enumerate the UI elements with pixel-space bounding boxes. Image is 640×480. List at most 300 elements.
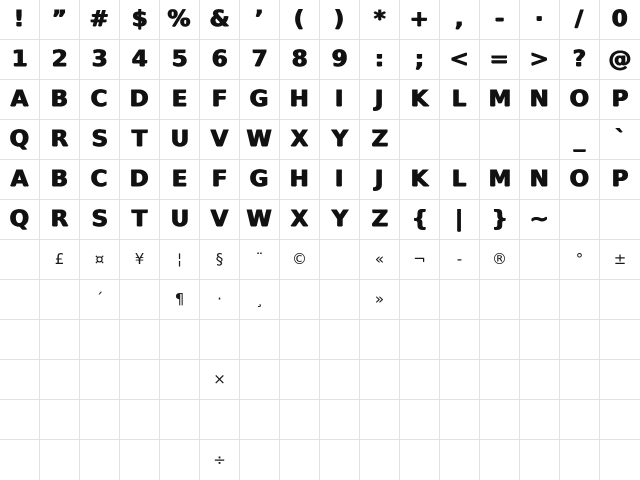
glyph-cell[interactable] bbox=[320, 120, 360, 160]
glyph: - bbox=[456, 250, 463, 268]
glyph: E bbox=[171, 86, 188, 112]
glyph-cell[interactable] bbox=[560, 160, 600, 200]
glyph-cell[interactable] bbox=[240, 0, 280, 40]
glyph-cell[interactable] bbox=[160, 160, 200, 200]
glyph-cell[interactable] bbox=[80, 80, 120, 120]
glyph-cell[interactable] bbox=[560, 240, 600, 280]
glyph: R bbox=[50, 206, 69, 232]
glyph-cell[interactable] bbox=[560, 200, 600, 240]
glyph-cell[interactable] bbox=[320, 400, 360, 440]
glyph-cell[interactable] bbox=[0, 200, 40, 240]
glyph-cell[interactable] bbox=[240, 320, 280, 360]
glyph-cell[interactable] bbox=[400, 240, 440, 280]
glyph-cell[interactable] bbox=[360, 360, 400, 400]
glyph-cell[interactable] bbox=[120, 80, 160, 120]
glyph-cell[interactable] bbox=[440, 320, 480, 360]
glyph-cell[interactable] bbox=[160, 200, 200, 240]
glyph-cell[interactable] bbox=[280, 240, 320, 280]
glyph: S bbox=[91, 126, 108, 152]
glyph: © bbox=[292, 250, 307, 268]
glyph-cell[interactable] bbox=[0, 240, 40, 280]
glyph: 3 bbox=[91, 46, 108, 72]
glyph: + bbox=[409, 6, 430, 32]
glyph-cell[interactable] bbox=[240, 40, 280, 80]
glyph-cell[interactable] bbox=[160, 400, 200, 440]
glyph-cell[interactable] bbox=[520, 280, 560, 320]
glyph-cell[interactable] bbox=[0, 40, 40, 80]
glyph-cell[interactable] bbox=[280, 120, 320, 160]
glyph: J bbox=[375, 86, 384, 112]
glyph-cell[interactable] bbox=[560, 120, 600, 160]
glyph-cell[interactable] bbox=[520, 400, 560, 440]
glyph: « bbox=[374, 250, 385, 268]
glyph: ¦ bbox=[176, 250, 183, 268]
glyph: F bbox=[211, 166, 228, 192]
glyph-cell[interactable] bbox=[440, 80, 480, 120]
glyph-cell[interactable] bbox=[520, 80, 560, 120]
glyph-cell[interactable] bbox=[360, 440, 400, 480]
glyph-cell[interactable] bbox=[440, 200, 480, 240]
glyph: ~ bbox=[529, 206, 550, 232]
glyph-cell[interactable] bbox=[520, 0, 560, 40]
glyph: H bbox=[289, 166, 310, 192]
glyph-cell[interactable] bbox=[0, 80, 40, 120]
glyph-cell[interactable] bbox=[240, 200, 280, 240]
glyph-cell[interactable] bbox=[480, 240, 520, 280]
glyph: ; bbox=[414, 46, 425, 72]
glyph-cell[interactable] bbox=[200, 280, 240, 320]
glyph-cell[interactable] bbox=[520, 200, 560, 240]
glyph: | bbox=[455, 206, 464, 232]
glyph: ¨ bbox=[255, 250, 264, 268]
glyph-cell[interactable] bbox=[560, 280, 600, 320]
glyph-cell[interactable] bbox=[600, 80, 640, 120]
glyph-cell[interactable] bbox=[480, 320, 520, 360]
glyph: C bbox=[91, 166, 108, 192]
glyph-cell[interactable] bbox=[280, 160, 320, 200]
glyph-cell[interactable] bbox=[160, 0, 200, 40]
glyph: V bbox=[210, 126, 229, 152]
glyph-cell[interactable] bbox=[80, 240, 120, 280]
glyph: D bbox=[129, 86, 149, 112]
glyph: F bbox=[211, 86, 228, 112]
glyph-cell[interactable] bbox=[400, 120, 440, 160]
glyph-cell[interactable] bbox=[400, 80, 440, 120]
glyph-cell[interactable] bbox=[160, 320, 200, 360]
glyph-cell[interactable] bbox=[600, 0, 640, 40]
glyph-cell[interactable] bbox=[560, 400, 600, 440]
glyph-cell[interactable] bbox=[0, 280, 40, 320]
glyph: ’ bbox=[255, 6, 264, 32]
glyph-cell[interactable] bbox=[600, 280, 640, 320]
glyph: # bbox=[89, 6, 110, 32]
glyph-cell[interactable] bbox=[40, 200, 80, 240]
glyph-cell[interactable] bbox=[40, 240, 80, 280]
glyph-cell[interactable] bbox=[200, 240, 240, 280]
glyph-cell[interactable] bbox=[160, 240, 200, 280]
glyph-cell[interactable] bbox=[200, 320, 240, 360]
glyph-cell[interactable] bbox=[80, 160, 120, 200]
glyph: ? bbox=[572, 46, 587, 72]
glyph-cell[interactable] bbox=[0, 400, 40, 440]
glyph-cell[interactable] bbox=[120, 440, 160, 480]
glyph: X bbox=[290, 126, 309, 152]
glyph: § bbox=[215, 250, 224, 268]
glyph: A bbox=[10, 166, 29, 192]
glyph-cell[interactable] bbox=[480, 80, 520, 120]
glyph-cell[interactable] bbox=[600, 40, 640, 80]
glyph-cell[interactable] bbox=[280, 400, 320, 440]
glyph-cell[interactable] bbox=[480, 160, 520, 200]
glyph-cell[interactable] bbox=[440, 160, 480, 200]
glyph: W bbox=[246, 126, 273, 152]
glyph-cell[interactable] bbox=[240, 360, 280, 400]
glyph-cell[interactable] bbox=[320, 360, 360, 400]
glyph-cell[interactable] bbox=[120, 240, 160, 280]
glyph-cell[interactable] bbox=[560, 40, 600, 80]
glyph-cell[interactable] bbox=[600, 240, 640, 280]
glyph: K bbox=[410, 166, 429, 192]
glyph: S bbox=[91, 206, 108, 232]
glyph: $ bbox=[131, 6, 148, 32]
glyph: A bbox=[10, 86, 29, 112]
glyph-cell[interactable] bbox=[440, 0, 480, 40]
glyph-cell[interactable] bbox=[560, 440, 600, 480]
glyph-cell[interactable] bbox=[280, 200, 320, 240]
glyph-cell[interactable] bbox=[0, 120, 40, 160]
glyph-cell[interactable] bbox=[480, 0, 520, 40]
glyph-cell[interactable] bbox=[480, 280, 520, 320]
glyph-cell[interactable] bbox=[400, 280, 440, 320]
glyph: ¶ bbox=[174, 290, 185, 308]
glyph: £ bbox=[54, 250, 65, 268]
glyph: W bbox=[246, 206, 273, 232]
glyph: P bbox=[611, 86, 629, 112]
glyph-cell[interactable] bbox=[0, 0, 40, 40]
glyph: K bbox=[410, 86, 429, 112]
glyph-cell[interactable] bbox=[480, 360, 520, 400]
glyph-cell[interactable] bbox=[0, 360, 40, 400]
glyph-cell[interactable] bbox=[200, 160, 240, 200]
glyph-cell[interactable] bbox=[240, 400, 280, 440]
glyph-cell[interactable] bbox=[400, 200, 440, 240]
glyph-cell[interactable] bbox=[520, 120, 560, 160]
glyph-cell[interactable] bbox=[280, 360, 320, 400]
glyph: 6 bbox=[211, 46, 228, 72]
glyph: T bbox=[131, 126, 148, 152]
glyph-cell[interactable] bbox=[400, 360, 440, 400]
glyph-cell[interactable] bbox=[120, 360, 160, 400]
glyph: ° bbox=[575, 250, 584, 268]
glyph: % bbox=[168, 6, 191, 32]
glyph-cell[interactable] bbox=[360, 0, 400, 40]
glyph: D bbox=[129, 166, 149, 192]
glyph-cell[interactable] bbox=[480, 120, 520, 160]
glyph-cell[interactable] bbox=[80, 440, 120, 480]
glyph: 4 bbox=[131, 46, 148, 72]
glyph-cell[interactable] bbox=[80, 200, 120, 240]
glyph-cell[interactable] bbox=[480, 200, 520, 240]
glyph-cell[interactable] bbox=[280, 80, 320, 120]
glyph-cell[interactable] bbox=[240, 440, 280, 480]
glyph-cell[interactable] bbox=[360, 400, 400, 440]
glyph-cell[interactable] bbox=[80, 400, 120, 440]
glyph: G bbox=[250, 166, 269, 192]
glyph-cell[interactable] bbox=[400, 0, 440, 40]
glyph: ) bbox=[334, 6, 345, 32]
glyph-cell[interactable] bbox=[600, 320, 640, 360]
glyph: 1 bbox=[11, 46, 28, 72]
glyph-cell[interactable] bbox=[360, 160, 400, 200]
glyph-cell[interactable] bbox=[0, 440, 40, 480]
glyph-cell[interactable] bbox=[480, 40, 520, 80]
glyph: ” bbox=[51, 6, 68, 32]
glyph: I bbox=[335, 86, 344, 112]
glyph-cell[interactable] bbox=[400, 160, 440, 200]
glyph-cell[interactable] bbox=[160, 360, 200, 400]
glyph-cell[interactable] bbox=[240, 160, 280, 200]
glyph-cell[interactable] bbox=[40, 120, 80, 160]
glyph: O bbox=[569, 86, 590, 112]
glyph: E bbox=[171, 166, 188, 192]
glyph-cell[interactable] bbox=[40, 160, 80, 200]
glyph-cell[interactable] bbox=[440, 120, 480, 160]
glyph: U bbox=[170, 126, 189, 152]
glyph-cell[interactable] bbox=[560, 80, 600, 120]
glyph: ¬ bbox=[413, 250, 426, 268]
glyph-cell[interactable] bbox=[320, 440, 360, 480]
glyph-cell[interactable] bbox=[200, 400, 240, 440]
glyph: * bbox=[373, 6, 386, 32]
glyph: I bbox=[335, 166, 344, 192]
glyph: Q bbox=[9, 126, 30, 152]
glyph: } bbox=[491, 206, 508, 232]
glyph: - bbox=[494, 6, 505, 32]
glyph-cell[interactable] bbox=[40, 280, 80, 320]
glyph-cell[interactable] bbox=[360, 120, 400, 160]
glyph: H bbox=[289, 86, 310, 112]
glyph-cell[interactable] bbox=[440, 280, 480, 320]
glyph: N bbox=[529, 166, 550, 192]
glyph: / bbox=[575, 6, 584, 32]
glyph-cell[interactable] bbox=[80, 280, 120, 320]
glyph-cell[interactable] bbox=[240, 120, 280, 160]
glyph-cell[interactable] bbox=[120, 40, 160, 80]
glyph-cell[interactable] bbox=[320, 320, 360, 360]
glyph: ¸ bbox=[255, 290, 264, 308]
glyph-cell[interactable] bbox=[440, 40, 480, 80]
glyph: J bbox=[375, 166, 384, 192]
glyph-cell[interactable] bbox=[400, 40, 440, 80]
glyph-cell[interactable] bbox=[440, 360, 480, 400]
glyph-cell[interactable] bbox=[520, 320, 560, 360]
glyph: @ bbox=[608, 46, 632, 72]
glyph: V bbox=[210, 206, 229, 232]
glyph-cell[interactable] bbox=[440, 240, 480, 280]
glyph-cell[interactable] bbox=[120, 280, 160, 320]
glyph-cell[interactable] bbox=[280, 0, 320, 40]
glyph: C bbox=[91, 86, 108, 112]
glyph-cell[interactable] bbox=[120, 320, 160, 360]
glyph-cell[interactable] bbox=[320, 240, 360, 280]
glyph-cell[interactable] bbox=[200, 360, 240, 400]
glyph-cell[interactable] bbox=[200, 200, 240, 240]
glyph-cell[interactable] bbox=[80, 360, 120, 400]
glyph-cell[interactable] bbox=[40, 400, 80, 440]
glyph-cell[interactable] bbox=[80, 0, 120, 40]
glyph: 7 bbox=[251, 46, 268, 72]
glyph: M bbox=[488, 86, 511, 112]
glyph-cell[interactable] bbox=[400, 440, 440, 480]
glyph-cell[interactable] bbox=[600, 360, 640, 400]
glyph: » bbox=[374, 290, 385, 308]
glyph-cell[interactable] bbox=[360, 40, 400, 80]
glyph-cell[interactable] bbox=[520, 160, 560, 200]
glyph: G bbox=[250, 86, 269, 112]
glyph: 9 bbox=[331, 46, 348, 72]
glyph-cell[interactable] bbox=[600, 200, 640, 240]
glyph: ± bbox=[613, 250, 627, 268]
glyph: × bbox=[213, 370, 226, 388]
glyph-cell[interactable] bbox=[80, 120, 120, 160]
glyph: ® bbox=[492, 250, 507, 268]
glyph-cell[interactable] bbox=[560, 320, 600, 360]
glyph-cell[interactable] bbox=[0, 160, 40, 200]
glyph: · bbox=[535, 6, 544, 32]
glyph-cell[interactable] bbox=[480, 400, 520, 440]
glyph: = bbox=[489, 46, 510, 72]
glyph-cell[interactable] bbox=[40, 360, 80, 400]
glyph: ¥ bbox=[134, 250, 145, 268]
glyph-cell[interactable] bbox=[280, 440, 320, 480]
glyph-cell[interactable] bbox=[120, 160, 160, 200]
glyph-cell[interactable] bbox=[480, 440, 520, 480]
glyph-cell[interactable] bbox=[120, 400, 160, 440]
glyph-cell[interactable] bbox=[560, 0, 600, 40]
glyph-cell[interactable] bbox=[120, 200, 160, 240]
glyph: 0 bbox=[612, 6, 628, 32]
glyph-cell[interactable] bbox=[400, 320, 440, 360]
glyph: L bbox=[452, 166, 467, 192]
glyph-cell[interactable] bbox=[600, 160, 640, 200]
glyph-cell[interactable] bbox=[360, 80, 400, 120]
glyph-cell[interactable] bbox=[40, 320, 80, 360]
glyph: T bbox=[131, 206, 148, 232]
glyph-cell[interactable] bbox=[280, 40, 320, 80]
glyph-cell[interactable] bbox=[200, 120, 240, 160]
glyph-cell[interactable] bbox=[520, 40, 560, 80]
glyph: M bbox=[488, 166, 511, 192]
glyph-cell[interactable] bbox=[160, 120, 200, 160]
glyph: B bbox=[50, 86, 69, 112]
glyph-cell[interactable] bbox=[240, 280, 280, 320]
glyph: P bbox=[611, 166, 629, 192]
glyph-cell[interactable] bbox=[520, 240, 560, 280]
glyph: & bbox=[209, 6, 230, 32]
glyph-cell[interactable] bbox=[80, 40, 120, 80]
glyph: ! bbox=[14, 6, 25, 32]
glyph-cell[interactable] bbox=[440, 440, 480, 480]
glyph-cell[interactable] bbox=[80, 320, 120, 360]
glyph-cell[interactable] bbox=[320, 0, 360, 40]
glyph: B bbox=[50, 166, 69, 192]
glyph-cell[interactable] bbox=[40, 40, 80, 80]
glyph-cell[interactable] bbox=[360, 320, 400, 360]
glyph: O bbox=[569, 166, 590, 192]
glyph-cell[interactable] bbox=[200, 80, 240, 120]
glyph-cell[interactable] bbox=[520, 360, 560, 400]
glyph-cell[interactable] bbox=[320, 200, 360, 240]
glyph-cell[interactable] bbox=[160, 280, 200, 320]
glyph-cell[interactable] bbox=[160, 440, 200, 480]
glyph-cell[interactable] bbox=[360, 200, 400, 240]
glyph: 8 bbox=[291, 46, 308, 72]
glyph: U bbox=[170, 206, 189, 232]
glyph-cell[interactable] bbox=[160, 80, 200, 120]
glyph-cell[interactable] bbox=[520, 440, 560, 480]
glyph: Y bbox=[331, 206, 348, 232]
glyph: _ bbox=[573, 126, 586, 152]
glyph-cell[interactable] bbox=[120, 120, 160, 160]
glyph: Z bbox=[371, 206, 388, 232]
glyph-cell[interactable] bbox=[200, 40, 240, 80]
glyph: Z bbox=[371, 126, 388, 152]
glyph-cell[interactable] bbox=[440, 400, 480, 440]
glyph: ( bbox=[294, 6, 305, 32]
glyph-cell[interactable] bbox=[600, 120, 640, 160]
glyph-cell[interactable] bbox=[560, 360, 600, 400]
glyph: > bbox=[529, 46, 550, 72]
glyph-cell[interactable] bbox=[320, 160, 360, 200]
glyph-cell[interactable] bbox=[280, 280, 320, 320]
glyph: ¤ bbox=[94, 250, 105, 268]
glyph: · bbox=[217, 290, 222, 308]
glyph-cell[interactable] bbox=[240, 240, 280, 280]
glyph-cell[interactable] bbox=[240, 80, 280, 120]
glyph: 2 bbox=[51, 46, 68, 72]
glyph-cell[interactable] bbox=[280, 320, 320, 360]
glyph-cell[interactable] bbox=[600, 440, 640, 480]
glyph-cell[interactable] bbox=[200, 440, 240, 480]
glyph: X bbox=[290, 206, 309, 232]
glyph-cell[interactable] bbox=[320, 280, 360, 320]
glyph: N bbox=[529, 86, 550, 112]
glyph-cell[interactable] bbox=[200, 0, 240, 40]
glyph-cell[interactable] bbox=[40, 440, 80, 480]
glyph: : bbox=[374, 46, 385, 72]
glyph-cell[interactable] bbox=[160, 40, 200, 80]
glyph: R bbox=[50, 126, 69, 152]
glyph: Y bbox=[331, 126, 348, 152]
glyph: ÷ bbox=[213, 450, 226, 469]
glyph-cell[interactable] bbox=[360, 280, 400, 320]
glyph-cell[interactable] bbox=[320, 80, 360, 120]
glyph-cell[interactable] bbox=[360, 240, 400, 280]
glyph-cell[interactable] bbox=[320, 40, 360, 80]
glyph-cell[interactable] bbox=[400, 400, 440, 440]
glyph-cell[interactable] bbox=[0, 320, 40, 360]
glyph: L bbox=[452, 86, 467, 112]
glyph-cell[interactable] bbox=[120, 0, 160, 40]
glyph: 5 bbox=[171, 46, 188, 72]
glyph-cell[interactable] bbox=[600, 400, 640, 440]
glyph: < bbox=[449, 46, 470, 72]
glyph: { bbox=[411, 206, 428, 232]
glyph-cell[interactable] bbox=[40, 80, 80, 120]
glyph: ´ bbox=[95, 290, 104, 308]
glyph-cell[interactable] bbox=[40, 0, 80, 40]
glyph: , bbox=[455, 6, 464, 32]
